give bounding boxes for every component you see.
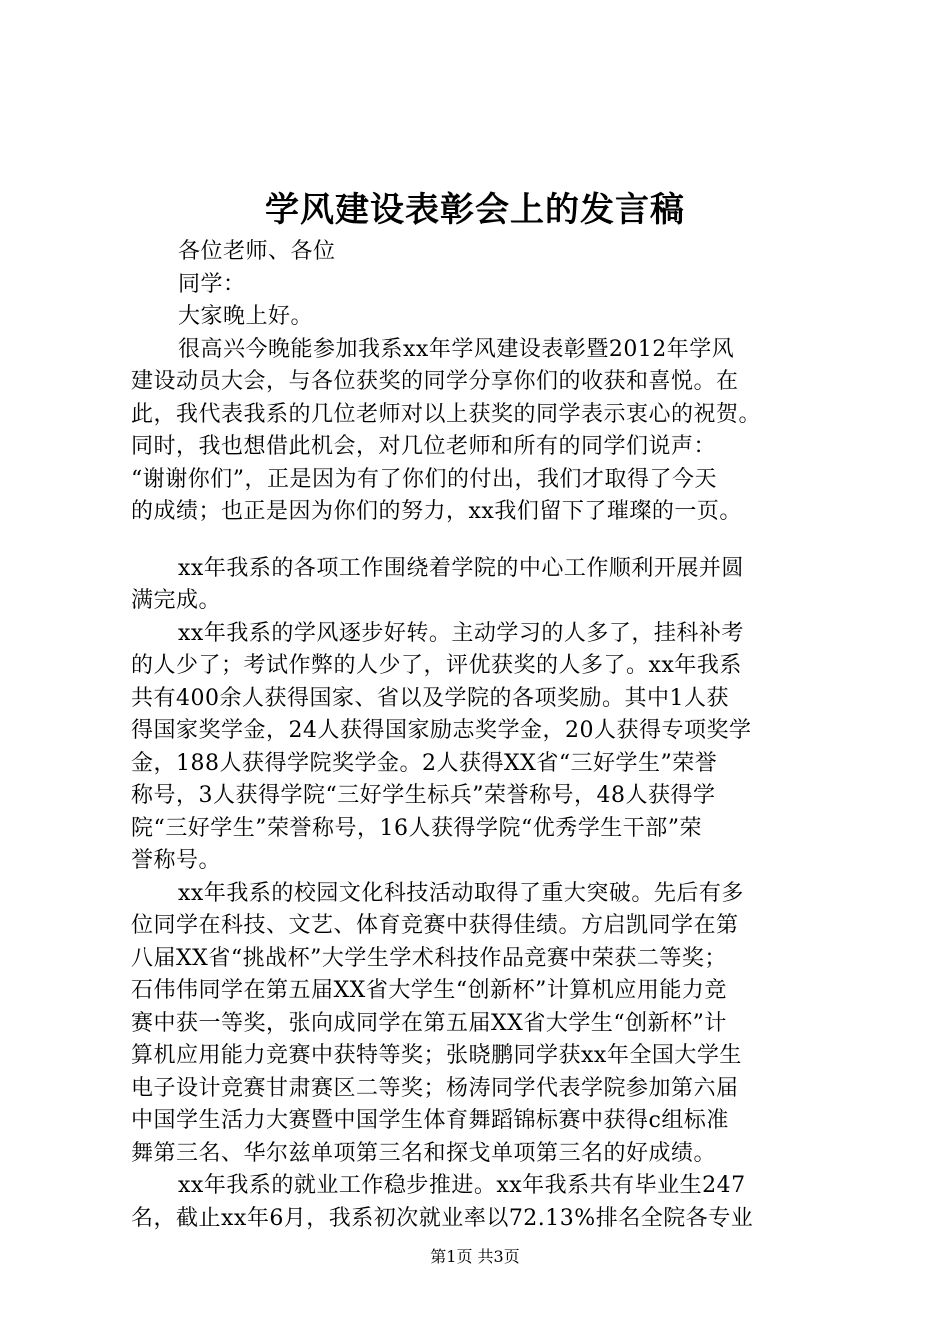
text-line: 很高兴今晚能参加我系xx年学风建设表彰暨2012年学风 xyxy=(178,336,735,362)
paragraph-employment xyxy=(131,1170,843,1235)
text-line: 中国学生活力大赛暨中国学生体育舞蹈锦标赛中获得c组标准 xyxy=(131,1108,729,1133)
paragraph-campus-activities xyxy=(131,878,843,1171)
paragraph-summary xyxy=(131,553,843,618)
document-title: 学风建设表彰会上的发言稿 xyxy=(265,190,685,230)
text-line: xx年我系的就业工作稳步推进。xx年我系共有毕业生247 xyxy=(178,1173,746,1198)
text-line: 此，我代表我系的几位老师对以上获奖的同学表示衷心的祝贺。 xyxy=(131,401,762,427)
paragraph-spacer xyxy=(131,529,843,553)
text-line: xx年我系的学风逐步好转。主动学习的人多了，挂科补考 xyxy=(178,620,744,646)
text-line: 赛中获一等奖，张向成同学在第五届XX省大学生“创新杯”计 xyxy=(131,1010,727,1036)
text-line: 电子设计竞赛甘肃赛区二等奖；杨涛同学代表学院参加第六届 xyxy=(131,1075,739,1101)
text-line: 称号，3人获得学院“三好学生标兵”荣誉称号，48人获得学 xyxy=(131,783,716,808)
text-line: 的成绩；也正是因为你们的努力，xx我们留下了璀璨的一页。 xyxy=(131,499,742,524)
text-line: 名，截止xx年6月，我系初次就业率以72.13%排名全院各专业 xyxy=(131,1205,754,1231)
text-line: 院“三好学生”荣誉称号，16人获得学院“优秀学生干部”荣 xyxy=(131,815,702,841)
text-line: xx年我系的各项工作围绕着学院的中心工作顺利开展并圆 xyxy=(178,555,744,581)
text-line: 得国家奖学金，24人获得国家励志奖学金，20人获得专项奖学 xyxy=(131,718,752,743)
document-body xyxy=(131,236,843,1235)
text-line: 的人少了；考试作弊的人少了，评优获奖的人多了。xx年我系 xyxy=(131,653,742,678)
text-line: 位同学在科技、文艺、体育竞赛中获得佳绩。方启凯同学在第 xyxy=(131,913,739,938)
text-line: 金，188人获得学院奖学金。2人获得XX省“三好学生”荣誉 xyxy=(131,750,718,776)
text-line: 建设动员大会，与各位获奖的同学分享你们的收获和喜悦。在 xyxy=(131,369,739,394)
greeting-line: 同学： xyxy=(178,271,246,297)
text-line: 八届XX省“挑战杯”大学生学术科技作品竞赛中荣获二等奖； xyxy=(131,945,727,971)
text-line: 誉称号。 xyxy=(131,848,222,873)
text-line: 算机应用能力竞赛中获特等奖；张晓鹏同学获xx年全国大学生 xyxy=(131,1043,742,1068)
page-footer: 第1页 共3页 xyxy=(430,1247,520,1266)
text-line: 石伟伟同学在第五届XX省大学生“创新杯”计算机应用能力竞 xyxy=(131,978,727,1003)
paragraph-study-style xyxy=(131,618,843,878)
text-line: 同时，我也想借此机会，对几位老师和所有的同学们说声： xyxy=(131,434,717,459)
text-line: 共有400余人获得国家、省以及学院的各项奖励。其中1人获 xyxy=(131,685,729,711)
greeting-line: 大家晚上好。 xyxy=(178,304,314,329)
text-line: 舞第三名、华尔兹单项第三名和探戈单项第三名的好成绩。 xyxy=(131,1140,717,1166)
text-line: 满完成。 xyxy=(131,588,222,613)
text-line: “谢谢你们”，正是因为有了你们的付出，我们才取得了今天 xyxy=(131,466,717,492)
text-line: xx年我系的校园文化科技活动取得了重大突破。先后有多 xyxy=(178,880,744,906)
paragraph-opening xyxy=(131,334,843,529)
greeting-line: 各位老师、各位 xyxy=(178,239,336,264)
